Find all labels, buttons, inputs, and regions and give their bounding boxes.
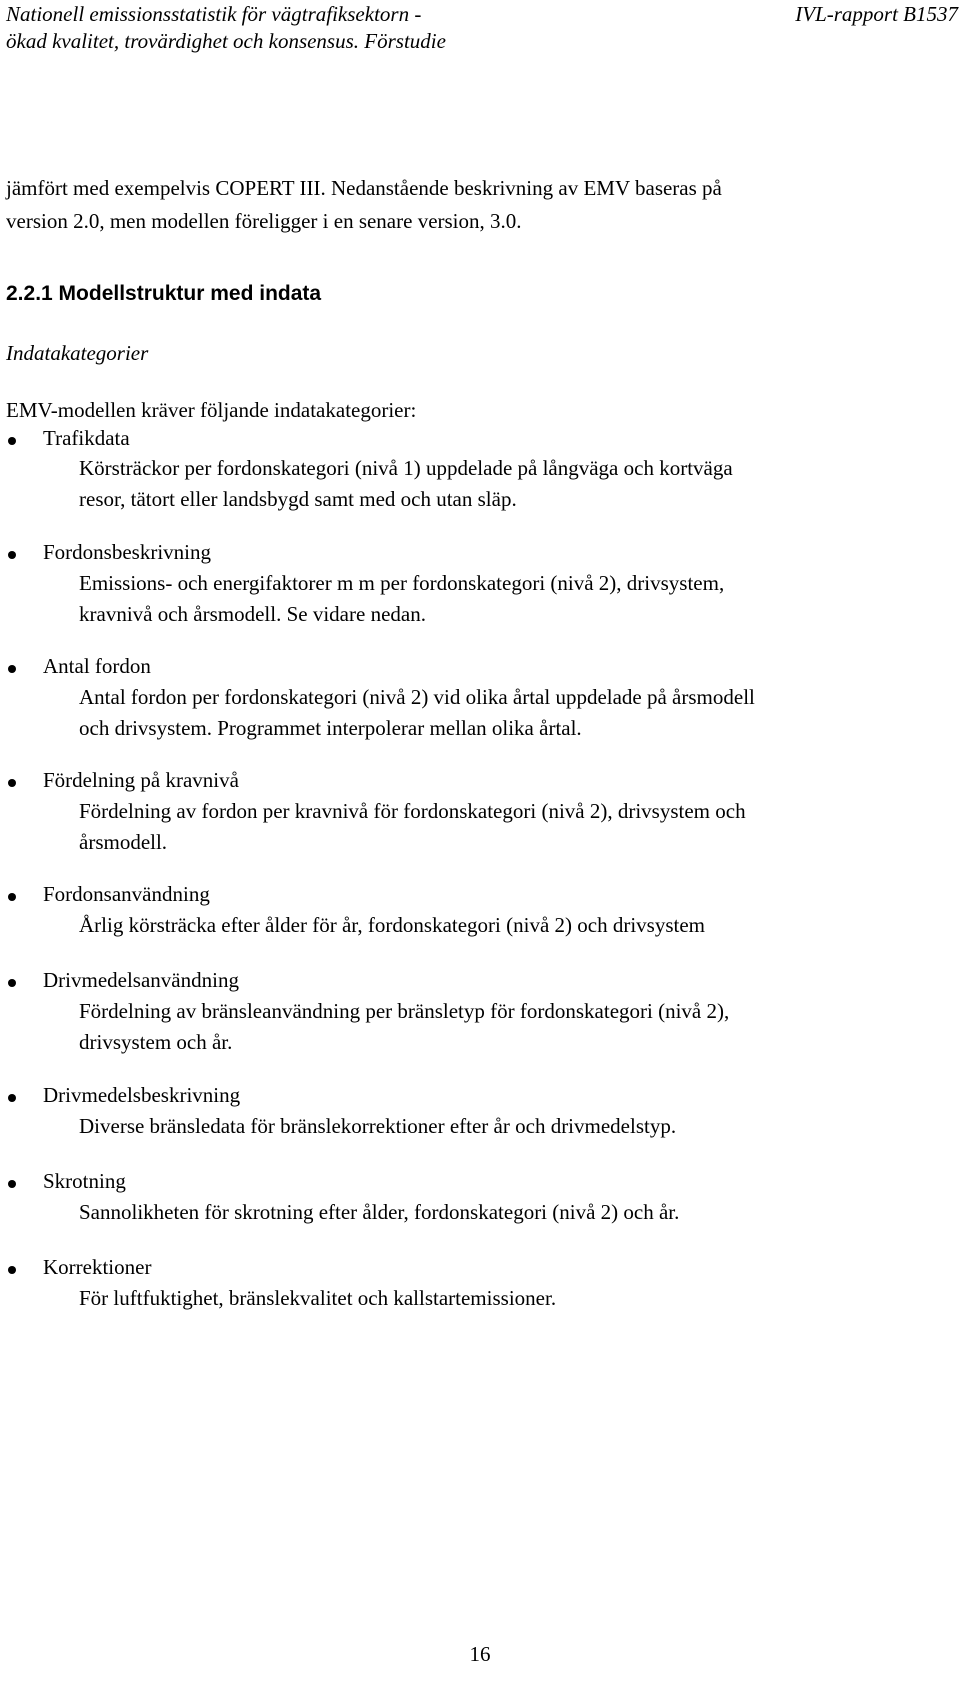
list-item-description [79,1111,676,1142]
list-item-description [79,453,733,515]
running-header-left [6,1,446,55]
description-line: kravnivå och årsmodell. Se vidare nedan. [79,602,426,626]
description-line: Körsträckor per fordonskategori (nivå 1) uppdelade på långväga och kortväga [79,456,733,480]
bullet-icon [8,779,16,787]
list-item-description [79,910,705,941]
description-line: Emissions- och energifaktorer m m per fordonskategori (nivå 2), drivsystem, [79,571,725,595]
list-item-description [79,1197,679,1228]
list-item-description [79,1283,556,1314]
list-item-title: Trafikdata [43,426,130,450]
list-item-title: Fordonsbeskrivning [43,540,211,564]
page-number: 16 [469,1642,491,1666]
description-line: Antal fordon per fordonskategori (nivå 2) vid olika årtal uppdelade på årsmodell [79,685,755,709]
description-line: Diverse bränsledata för bränslekorrektioner efter år och drivmedelstyp. [79,1114,677,1138]
list-item-description [79,568,724,630]
running-header-right: IVL-rapport B1537 [795,2,958,26]
list-item-title: Fördelning på kravnivå [43,768,239,792]
bullet-icon [8,437,16,445]
section-title: 2.2.1 Modellstruktur med indata [6,282,322,305]
list-item-title: Fordonsanvändning [43,882,210,906]
bullet-icon [8,893,16,901]
bullet-icon [8,1094,16,1102]
bullet-icon [8,665,16,673]
bullet-icon [8,1180,16,1188]
list-item-title: Korrektioner [43,1255,152,1279]
description-line: Sannolikheten för skrotning efter ålder, fordonskategori (nivå 2) och år. [79,1200,680,1224]
description-line: Fördelning av fordon per kravnivå för fordonskategori (nivå 2), drivsystem och [79,799,746,823]
list-item-title: Antal fordon [43,654,151,678]
list-item-description [79,996,729,1058]
list-item-title: Drivmedelsbeskrivning [43,1083,241,1107]
bullet-icon [8,1266,16,1274]
description-line: drivsystem och år. [79,1030,233,1054]
list-item-description [79,796,746,858]
lead-sentence: EMV-modellen kräver följande indatakategorier: [6,398,417,422]
bullet-icon [8,979,16,987]
header-left-line-1: Nationell emissionsstatistik för vägtrafiksektorn - [6,2,422,26]
list-item-title: Drivmedelsanvändning [43,968,239,992]
intro-line-1: jämfört med exempelvis COPERT III. Nedanstående beskrivning av EMV baseras på [6,176,722,200]
intro-line-2: version 2.0, men modellen föreligger i en senare version, 3.0. [6,209,522,233]
header-left-line-2: ökad kvalitet, trovärdighet och konsensus. Förstudie [6,29,446,53]
bullet-icon [8,551,16,559]
description-line: årsmodell. [79,830,168,854]
sub-heading: Indatakategorier [6,341,149,365]
description-line: Årlig körsträcka efter ålder för år, fordonskategori (nivå 2) och drivsystem [79,913,706,937]
description-line: resor, tätort eller landsbygd samt med och utan släp. [79,487,517,511]
intro-paragraph [6,172,722,238]
list-item-title: Skrotning [43,1169,126,1193]
list-item-description [79,682,755,744]
description-line: För luftfuktighet, bränslekvalitet och kallstartemissioner. [79,1286,557,1310]
description-line: Fördelning av bränsleanvändning per bränsletyp för fordonskategori (nivå 2), [79,999,730,1023]
description-line: och drivsystem. Programmet interpolerar mellan olika årtal. [79,716,582,740]
